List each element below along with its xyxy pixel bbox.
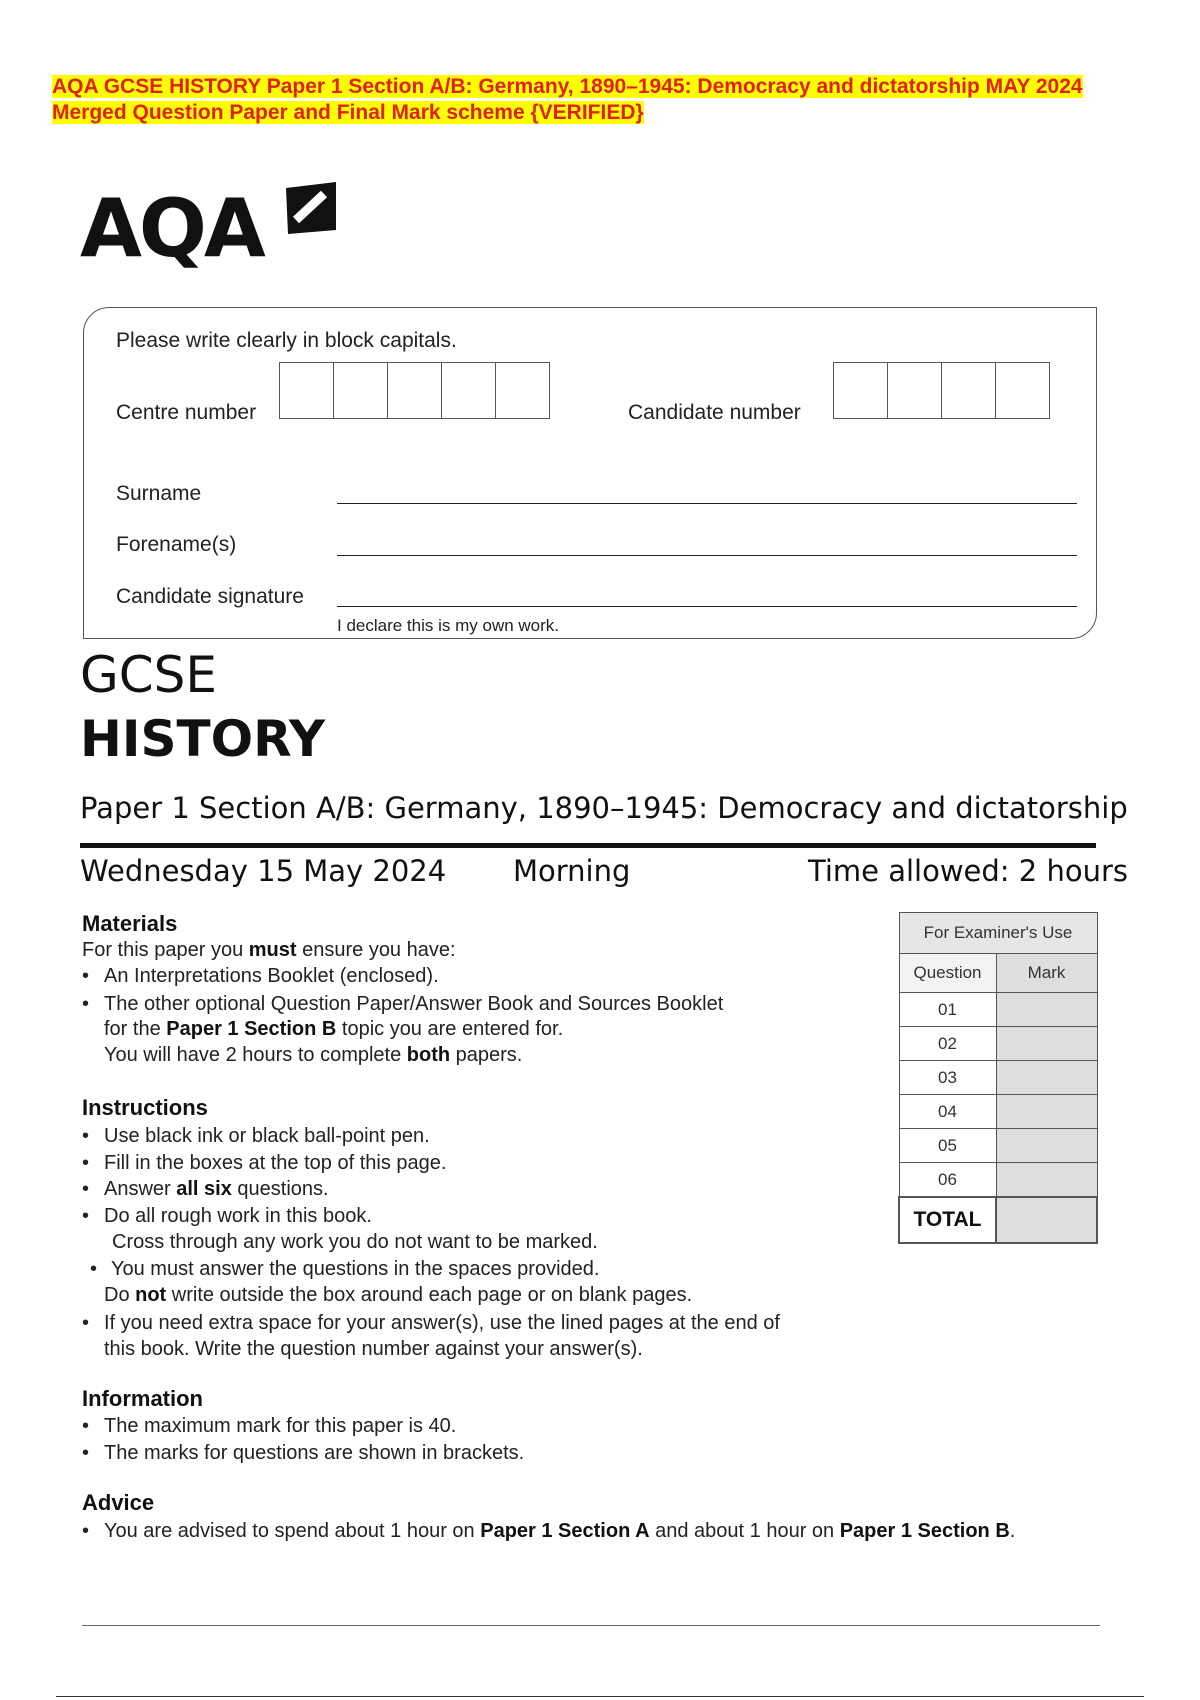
instruction-5: You must answer the questions in the spaces provided.: [111, 1258, 600, 1280]
bullet-icon: •: [82, 1442, 90, 1464]
table-row: [899, 1095, 1097, 1129]
candidate-digit-box[interactable]: [995, 362, 1050, 419]
page-bottom-rule: [56, 1696, 1144, 1697]
bullet-icon: •: [90, 1258, 98, 1280]
mark-cell: [996, 1027, 1097, 1061]
materials-item-1: An Interpretations Booklet (enclosed).: [104, 965, 439, 987]
candidate-digit-box[interactable]: [941, 362, 996, 419]
centre-number-boxes[interactable]: [279, 362, 549, 419]
instruction-4: Do all rough work in this book.: [104, 1205, 372, 1227]
signature-field[interactable]: [337, 606, 1077, 607]
question-number: 05: [899, 1129, 996, 1163]
surname-field[interactable]: [337, 503, 1077, 504]
declaration-text: I declare this is my own work.: [337, 616, 560, 635]
instruction-6: If you need extra space for your answer(s), use the lined pages at the end of: [104, 1312, 780, 1334]
total-label: TOTAL: [899, 1197, 996, 1243]
mark-cell: [996, 1129, 1097, 1163]
instruction-3: Answer all six questions.: [104, 1178, 329, 1200]
materials-item-2-cont: for the Paper 1 Section B topic you are entered for.: [104, 1018, 564, 1040]
exam-session: Morning: [513, 854, 631, 888]
centre-digit-box[interactable]: [279, 362, 334, 419]
logo-text: AQA: [80, 182, 263, 275]
surname-label: Surname: [116, 482, 202, 505]
information-1: The maximum mark for this paper is 40.: [104, 1415, 457, 1437]
bullet-icon: •: [82, 965, 90, 987]
candidate-digit-box[interactable]: [833, 362, 888, 419]
centre-digit-box[interactable]: [441, 362, 496, 419]
forename-field[interactable]: [337, 555, 1077, 556]
signature-label: Candidate signature: [116, 585, 304, 608]
mark-cell: [996, 1061, 1097, 1095]
aqa-logo: [80, 176, 350, 276]
information-heading: Information: [82, 1386, 203, 1411]
question-number: 02: [899, 1027, 996, 1061]
bullet-icon: •: [82, 1415, 90, 1437]
bullet-icon: •: [82, 1520, 90, 1542]
table-row: [899, 1061, 1097, 1095]
information-2: The marks for questions are shown in brackets.: [104, 1442, 525, 1464]
block-capitals-instruction: Please write clearly in block capitals.: [116, 329, 457, 352]
centre-digit-box[interactable]: [333, 362, 388, 419]
bullet-icon: •: [82, 1205, 90, 1227]
centre-digit-box[interactable]: [495, 362, 550, 419]
table-row: [899, 1163, 1097, 1198]
instructions-heading: Instructions: [82, 1095, 208, 1120]
materials-item-2-note: You will have 2 hours to complete both papers.: [104, 1044, 523, 1066]
time-allowed: Time allowed: 2 hours: [808, 854, 1128, 888]
bullet-icon: •: [82, 1312, 90, 1334]
instruction-1: Use black ink or black ball-point pen.: [104, 1125, 430, 1147]
paper-title: Paper 1 Section A/B: Germany, 1890–1945: Democracy and dictatorship: [80, 791, 1128, 825]
total-row: [899, 1197, 1097, 1243]
footer-divider: [82, 1625, 1100, 1626]
aqa-tick-icon: [280, 180, 342, 236]
instruction-6-cont: this book. Write the question number against your answer(s).: [104, 1338, 643, 1360]
document-banner: [52, 74, 1156, 126]
forename-label: Forename(s): [116, 533, 237, 556]
subject-title: HISTORY: [80, 710, 326, 768]
centre-number-label: Centre number: [116, 401, 257, 424]
materials-intro: For this paper you must ensure you have:: [82, 939, 456, 961]
mark-cell: [996, 1095, 1097, 1129]
instruction-4-cont: Cross through any work you do not want to be marked.: [112, 1231, 598, 1253]
instruction-5-cont: Do not write outside the box around each page or on blank pages.: [104, 1284, 693, 1306]
question-column-header: Question: [899, 954, 996, 993]
question-number: 04: [899, 1095, 996, 1129]
materials-item-2: The other optional Question Paper/Answer Book and Sources Booklet: [104, 993, 724, 1015]
banner-line-1: AQA GCSE HISTORY Paper 1 Section A/B: Germany, 1890–1945: Democracy and dictatorship MAY 2024: [52, 75, 1083, 98]
qualification-title: GCSE: [80, 646, 217, 704]
candidate-number-boxes[interactable]: [833, 362, 1049, 419]
question-number: 06: [899, 1163, 996, 1198]
mark-cell: [996, 993, 1097, 1027]
banner-line-2: Merged Question Paper and Final Mark scheme {VERIFIED}: [52, 101, 644, 124]
candidate-number-label: Candidate number: [628, 401, 801, 424]
total-mark-cell: [996, 1197, 1097, 1243]
examiner-use-table: [898, 912, 1098, 1244]
table-row: [899, 993, 1097, 1027]
examiner-table-title: For Examiner's Use: [899, 913, 1097, 954]
advice-text: You are advised to spend about 1 hour on Paper 1 Section A and about 1 hour on Paper 1 Section B.: [104, 1520, 1016, 1542]
table-row: [899, 1129, 1097, 1163]
mark-column-header: Mark: [996, 954, 1097, 993]
centre-digit-box[interactable]: [387, 362, 442, 419]
table-row: [899, 1027, 1097, 1061]
candidate-digit-box[interactable]: [887, 362, 942, 419]
materials-heading: Materials: [82, 911, 178, 936]
advice-heading: Advice: [82, 1490, 155, 1515]
bullet-icon: •: [82, 1152, 90, 1174]
bullet-icon: •: [82, 1178, 90, 1200]
title-divider: [80, 843, 1096, 848]
mark-cell: [996, 1163, 1097, 1198]
instruction-2: Fill in the boxes at the top of this page.: [104, 1152, 447, 1174]
question-number: 01: [899, 993, 996, 1027]
bullet-icon: •: [82, 1125, 90, 1147]
bullet-icon: •: [82, 993, 90, 1015]
question-number: 03: [899, 1061, 996, 1095]
exam-date: Wednesday 15 May 2024: [80, 854, 447, 888]
